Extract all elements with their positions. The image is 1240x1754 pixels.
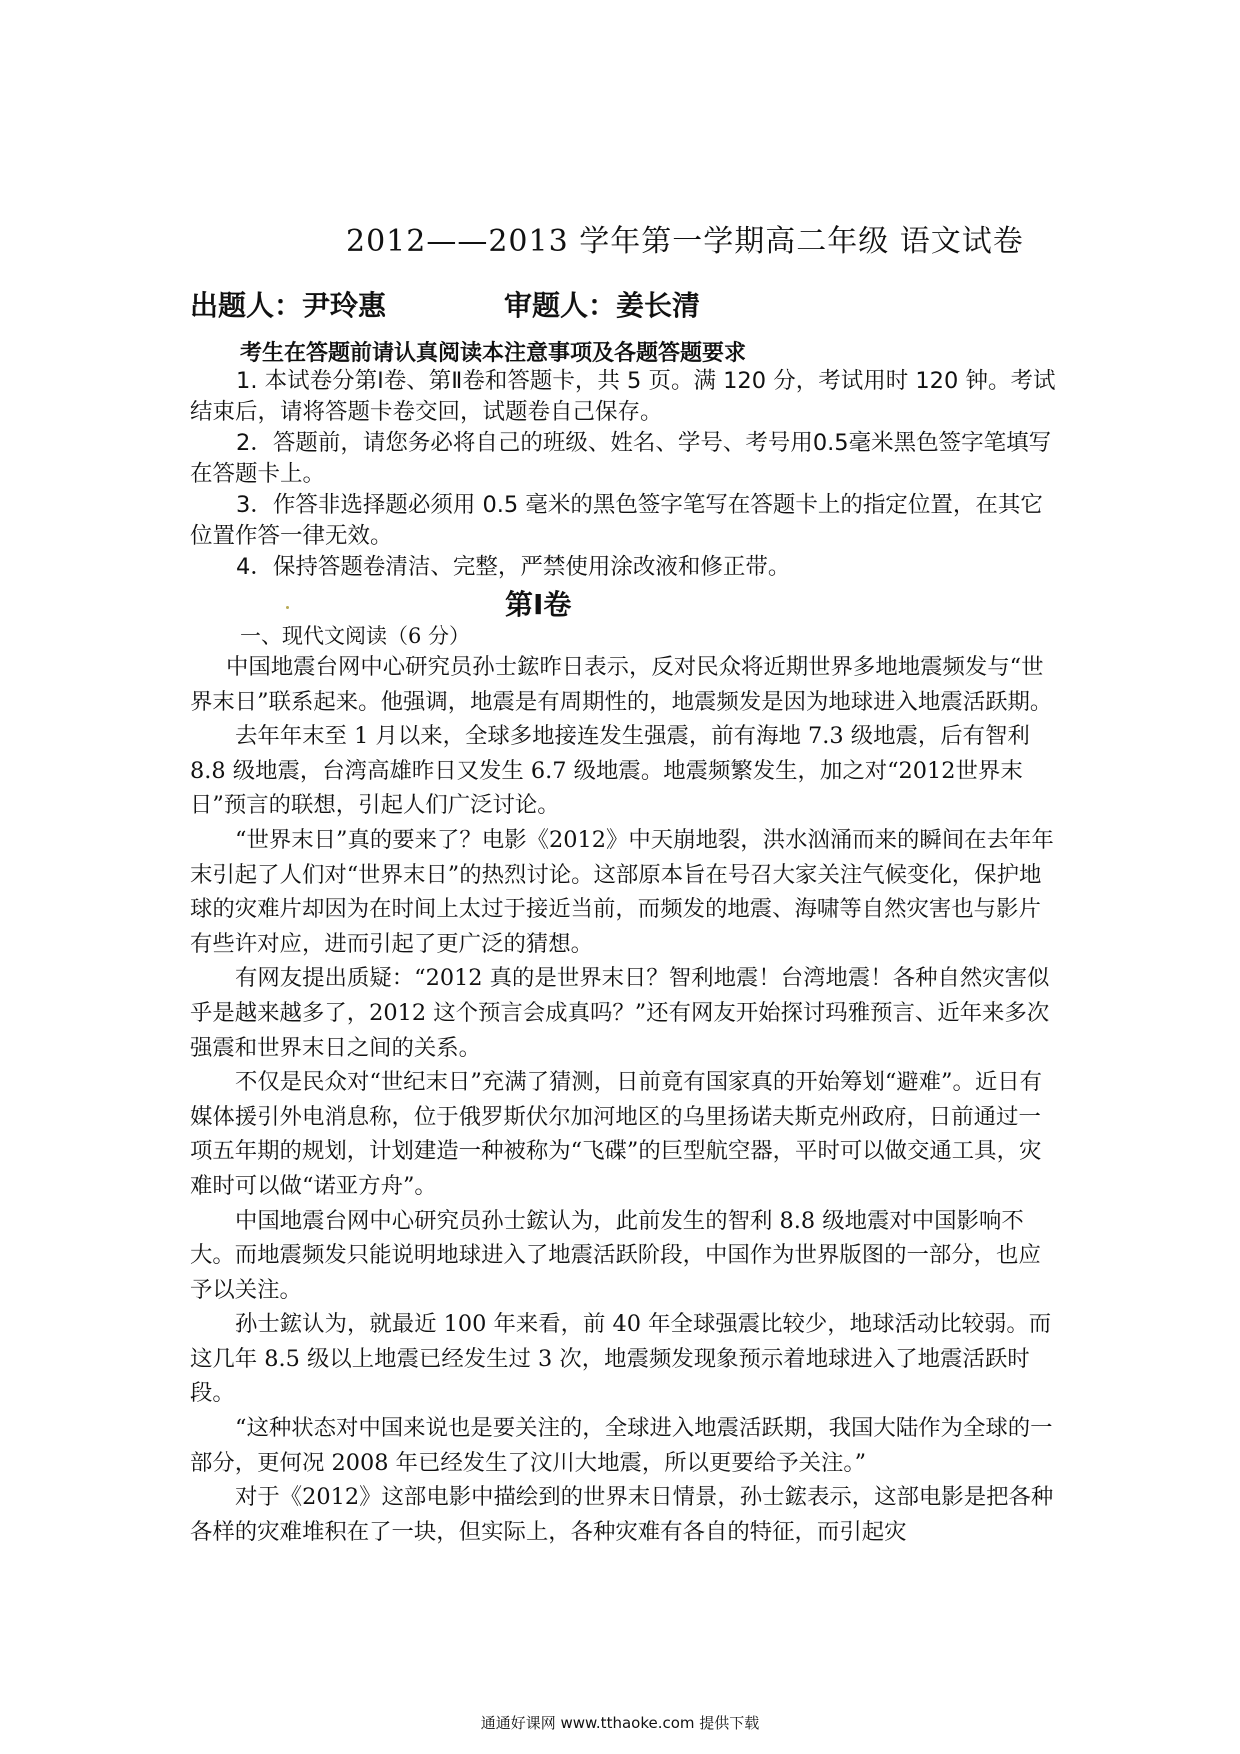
passage-paragraph: 中国地震台网中心研究员孙士鋐昨日表示，反对民众将近期世界多地地震频发与“世界末日”联系起来。他强调，地震是有周期性的，地震频发是因为地球进入地震活跃期。 — [190, 654, 1053, 715]
notice-heading: 考生在答题前请认真阅读本注意事项及各题答题要求 — [240, 341, 747, 366]
passage-paragraph: “世界末日”真的要来了？电影《2012》中天崩地裂，洪水汹涌而来的瞬间在去年年末引起了人们对“世界末日”的热烈讨论。这部原本旨在号召大家关注气候变化，保护地球的灾难片却因为在时间上太过于接近当前，而频发的地震、海啸等自然灾害也与影片有些许对应，进而引起了更广泛的猜想。 — [190, 826, 1054, 957]
notice-item: 1. 本试卷分第Ⅰ卷、第Ⅱ卷和答题卡，共 5 页。满 120 分，考试用时 120 钟。考试结束后，请将答题卡卷交回，试题卷自己保存。 — [190, 368, 1056, 425]
passage-paragraph: 不仅是民众对“世纪末日”充满了猜测，日前竟有国家真的开始筹划“避难”。近日有媒体援引外电消息称，位于俄罗斯伏尔加河地区的乌里扬诺夫斯克州政府，日前通过一项五年期的规划，计划建造一种被称为“飞碟”的巨型航空器，平时可以做交通工具，灾难时可以做“诺亚方舟”。 — [190, 1069, 1043, 1199]
passage-paragraph: 对于《2012》这部电影中描绘到的世界末日情景，孙士鋐表示，这部电影是把各种各样的灾难堆积在了一块，但实际上，各种灾难有各自的特征，而引起灾 — [190, 1484, 1054, 1545]
author-name: 出题人：尹玲惠 — [190, 289, 387, 322]
footer-source: 通通好课网 www.tthaoke.com 提供下载 — [480, 1714, 760, 1732]
author-line — [190, 284, 700, 324]
notice-item: 4．保持答题卷清洁、完整，严禁使用涂改液和修正带。 — [236, 554, 791, 580]
passage-paragraph: 孙士鋐认为，就最近 100 年来看，前 40 年全球强震比较少，地球活动比较弱。而这几年 8.5 级以上地震已经发生过 3 次，地震频发现象预示着地球进入了地震活跃时段。 — [190, 1311, 1052, 1407]
scan-dot — [286, 606, 289, 609]
volume-title: 第Ⅰ卷 — [505, 588, 572, 621]
section-heading: 一、现代文阅读（6 分） — [240, 624, 471, 648]
notice-item: 2．答题前，请您务必将自己的班级、姓名、学号、考号用0.5毫米黑色签字笔填写在答题卡上。 — [190, 430, 1052, 487]
passage-paragraph: 去年年末至 1 月以来，全球多地接连发生强震，前有海地 7.3 级地震，后有智利 8.8 级地震，台湾高雄昨日又发生 6.7 级地震。地震频繁发生，加之对“2012世界末日”预言的联想，引起人们广泛讨论。 — [190, 723, 1030, 819]
reading-passage — [190, 650, 1058, 1549]
passage-paragraph: 有网友提出质疑：“2012 真的是世界末日？智利地震！台湾地震！各种自然灾害似乎是越来越多了，2012 这个预言会成真吗？”还有网友开始探讨玛雅预言、近年来多次强震和世界末日之间的关系。 — [190, 965, 1050, 1061]
notice-list — [190, 366, 1060, 583]
reviewer-name: 审题人：姜长清 — [504, 289, 701, 322]
passage-paragraph: “这种状态对中国来说也是要关注的，全球进入地震活跃期，我国大陆作为全球的一部分，更何况 2008 年已经发生了汶川大地震，所以更要给予关注。” — [190, 1415, 1053, 1476]
exam-title: 2012——2013 学年第一学期高二年级 语文试卷 — [346, 224, 1024, 259]
passage-paragraph: 中国地震台网中心研究员孙士鋐认为，此前发生的智利 8.8 级地震对中国影响不大。而地震频发只能说明地球进入了地震活跃阶段，中国作为世界版图的一部分，也应予以关注。 — [190, 1207, 1041, 1303]
notice-item: 3．作答非选择题必须用 0.5 毫米的黑色签字笔写在答题卡上的指定位置，在其它位置作答一律无效。 — [190, 492, 1043, 549]
